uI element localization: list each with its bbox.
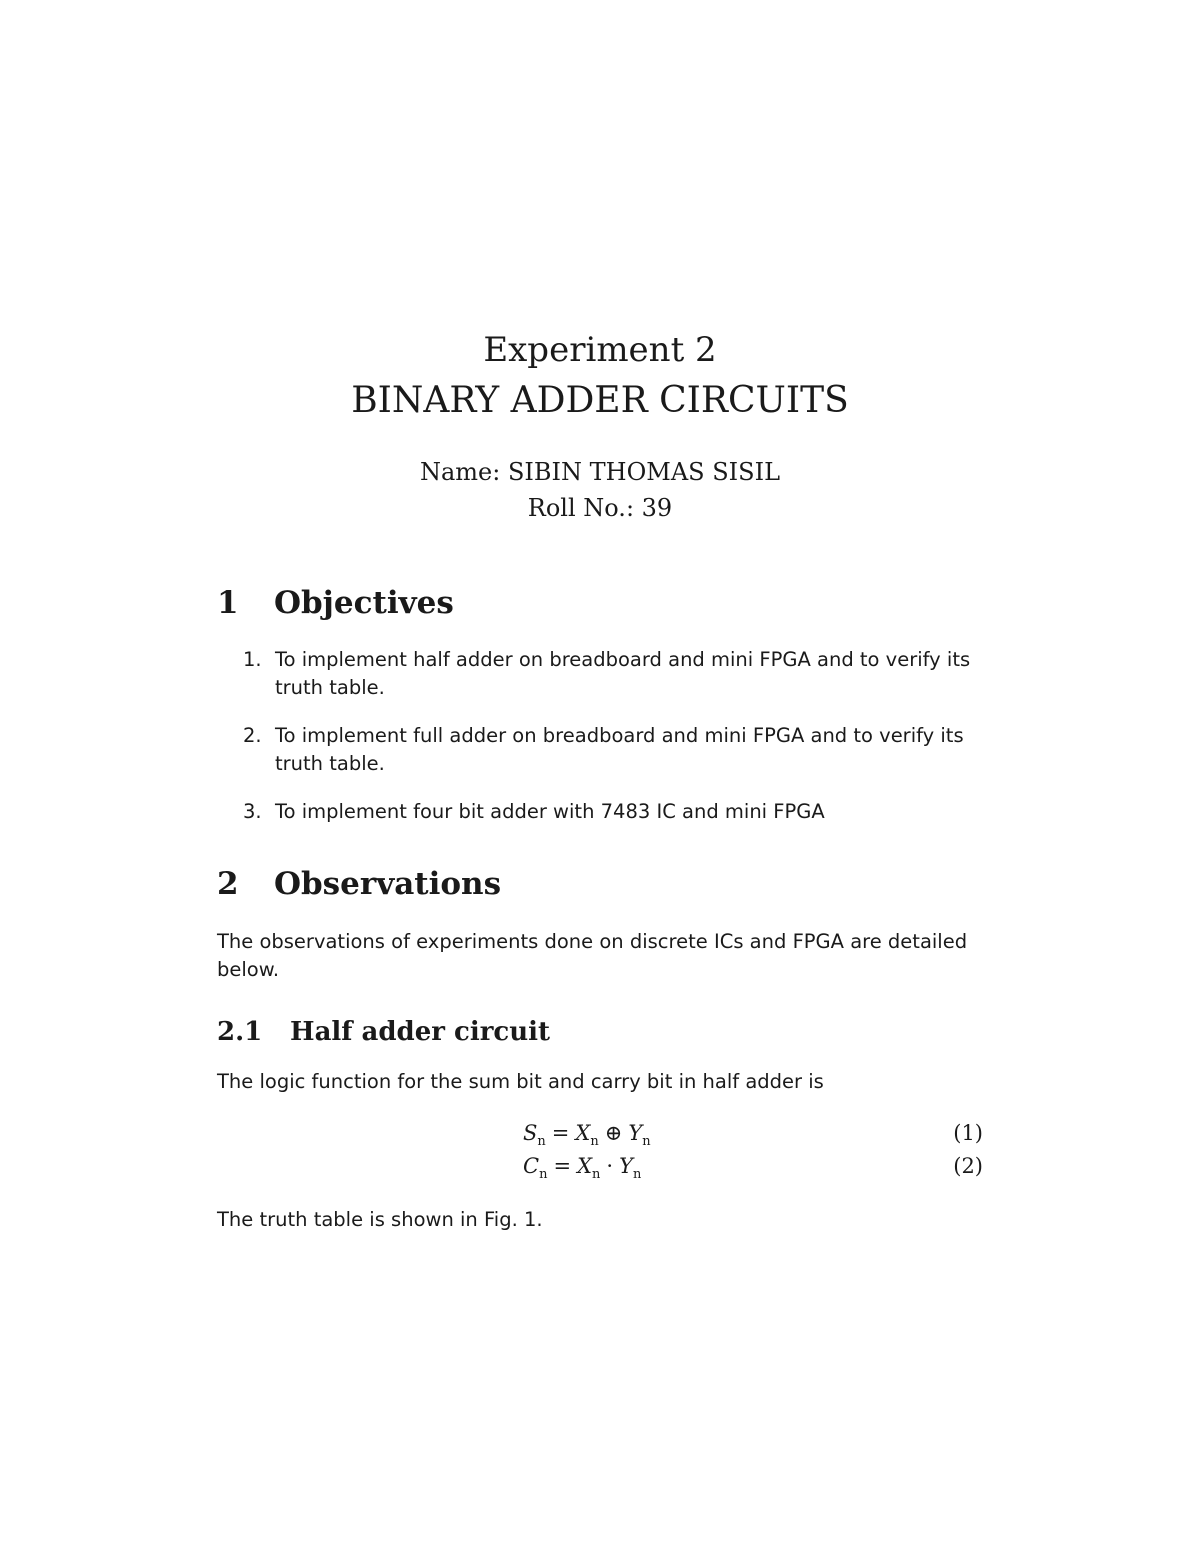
section-title: Observations	[274, 866, 502, 902]
subsection-heading-half-adder	[217, 1017, 550, 1047]
eq-lhs-subscript: n	[539, 1167, 548, 1183]
eq-operand-b: Y	[628, 1121, 643, 1145]
document-title-experiment: Experiment 2	[483, 330, 717, 370]
truth-table-reference-paragraph: The truth table is shown in Fig. 1.	[217, 1208, 543, 1231]
equation-number: (1)	[953, 1121, 983, 1145]
eq-lhs-symbol: C	[523, 1154, 540, 1178]
list-item	[243, 798, 1003, 826]
eq-operator: ⊕	[604, 1121, 623, 1145]
roll-number: Roll No.: 39	[527, 494, 673, 522]
list-marker: 2.	[243, 724, 262, 747]
observations-intro-paragraph: The observations of experiments done on discrete ICs and FPGA are detailed below.	[217, 930, 968, 981]
section-heading-objectives	[217, 585, 454, 621]
eq-operator: ·	[606, 1154, 614, 1178]
document-title-main: BINARY ADDER CIRCUITS	[351, 380, 849, 421]
eq-lhs-symbol: S	[523, 1121, 538, 1145]
equation-number: (2)	[953, 1154, 983, 1178]
eq-operand-a-subscript: n	[590, 1134, 599, 1150]
section-heading-observations	[217, 866, 501, 902]
list-item	[243, 722, 1003, 778]
list-item	[243, 646, 1003, 702]
eq-operand-b-subscript: n	[632, 1167, 642, 1183]
eq-operand-a-subscript: n	[592, 1167, 601, 1183]
author-name: Name: SIBIN THOMAS SISIL	[419, 458, 781, 486]
equation-carry	[217, 1154, 983, 1184]
eq-relation: =	[553, 1154, 572, 1178]
eq-operand-a: X	[577, 1154, 593, 1178]
objectives-list	[243, 646, 1003, 846]
list-marker: 1.	[243, 648, 262, 671]
half-adder-intro-paragraph: The logic function for the sum bit and carry bit in half adder is	[217, 1070, 824, 1093]
equation-sum	[217, 1121, 983, 1151]
section-number: 2	[217, 866, 239, 902]
eq-lhs-subscript: n	[537, 1134, 546, 1150]
section-number: 1	[217, 585, 239, 621]
list-item-text: To implement full adder on breadboard and mini FPGA and to verify its truth table.	[275, 724, 964, 775]
list-item-text: To implement half adder on breadboard and mini FPGA and to verify its truth table.	[275, 648, 971, 699]
section-title: Objectives	[274, 585, 454, 621]
eq-operand-b: Y	[619, 1154, 633, 1178]
eq-operand-b-subscript: n	[642, 1134, 651, 1150]
list-item-text: To implement four bit adder with 7483 IC and mini FPGA	[275, 800, 825, 823]
eq-relation: =	[551, 1121, 570, 1145]
subsection-number: 2.1	[217, 1017, 263, 1047]
subsection-title: Half adder circuit	[290, 1017, 551, 1047]
equation-expression	[523, 1121, 651, 1149]
equation-expression	[523, 1154, 641, 1182]
list-marker: 3.	[243, 800, 262, 823]
eq-operand-a: X	[575, 1121, 591, 1145]
